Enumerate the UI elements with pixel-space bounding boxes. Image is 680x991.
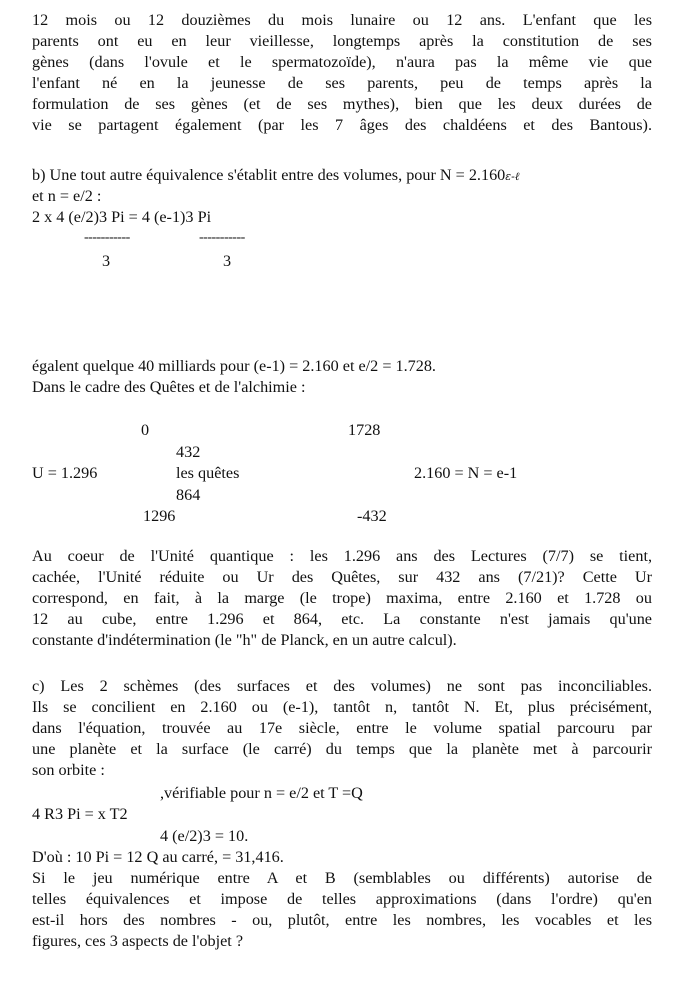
text-line: l'enfant né en la jeunesse de ses parents, peu de temps après la <box>32 74 652 92</box>
diagram-value-864: 864 <box>176 486 201 504</box>
text-line: vie se partagent également (par les 7 âges des chaldéens et des Bantous). <box>32 116 652 134</box>
diagram-value-1728: 1728 <box>348 421 381 439</box>
text-line: Si le jeu numérique entre A et B (semblables ou différents) autorise de <box>32 869 652 887</box>
diagram-label-quetes: les quêtes <box>176 464 240 482</box>
text-line: c) Les 2 schèmes (des surfaces et des volumes) ne sont pas inconciliables. <box>32 677 652 695</box>
dou-line: D'où : 10 Pi = 12 Q au carré, = 31,416. <box>32 848 284 866</box>
text-line: Ils se concilient en 2.160 ou (e-1), tantôt n, tantôt N. Et, plus précisément, <box>32 698 652 716</box>
text-line: telles équivalences et impose de telles approximations (dans l'ordre) qu'en <box>32 890 652 908</box>
text-line: Au coeur de l'Unité quantique : les 1.296 ans des Lectures (7/7) se tient, <box>32 547 652 565</box>
paragraph-intro <box>32 10 652 136</box>
section-b-line3: égalent quelque 40 milliards pour (e-1) = 2.160 et e/2 = 1.728. <box>32 357 436 375</box>
diagram-unit-u: U = 1.296 <box>32 464 98 482</box>
text-line: constante d'indétermination (le "h" de Planck, en un autre calcul). <box>32 631 457 649</box>
section-b-line2: et n = e/2 : <box>32 187 102 205</box>
kepler-formula: 4 R3 Pi = x T2 <box>32 805 128 823</box>
diagram-value-minus-432: -432 <box>357 507 387 525</box>
verifiable-line: ,vérifiable pour n = e/2 et T =Q <box>160 784 363 802</box>
text-line: parents ont eu en leur vieillesse, longtemps après la constitution de ses <box>32 32 652 50</box>
handwritten-scribble: ε-ℓ <box>505 170 520 183</box>
diagram-value-n: 2.160 = N = e-1 <box>414 464 518 482</box>
section-b-line1 <box>32 165 519 187</box>
volume-formula: 2 x 4 (e/2)3 Pi = 4 (e-1)3 Pi <box>32 208 212 226</box>
text-line: dans l'équation, trouvée au 17e siècle, entre le volume spatial parcouru par <box>32 719 652 737</box>
section-b-line4: Dans le cadre des Quêtes et de l'alchimie : <box>32 378 306 396</box>
denominator-left: 3 <box>102 252 111 270</box>
diagram-value-1296: 1296 <box>143 507 176 525</box>
text-line: 12 mois ou 12 douzièmes du mois lunaire ou 12 ans. L'enfant que les <box>32 11 652 29</box>
text-line: correspond, en fait, à la marge (le trope) maxima, entre 2.160 et 1.728 ou <box>32 589 652 607</box>
text-line: figures, ces 3 aspects de l'objet ? <box>32 932 244 950</box>
paragraph-schemes <box>32 676 652 781</box>
text-line: formulation de ses gènes (et de ses mythes), bien que les deux durées de <box>32 95 652 113</box>
calculation-line: 4 (e/2)3 = 10. <box>160 827 249 845</box>
paragraph-unite-quantique <box>32 546 652 651</box>
text-line: est-il hors des nombres - ou, plutôt, entre les nombres, les vocables et les <box>32 911 652 929</box>
text-line: son orbite : <box>32 761 105 779</box>
text-line: cachée, l'Unité réduite ou Ur des Quêtes, sur 432 ans (7/21)? Cette Ur <box>32 568 652 586</box>
paragraph-conclusion <box>32 868 652 952</box>
diagram-value-0: 0 <box>141 421 150 439</box>
text-line: 12 au cube, entre 1.296 et 864, etc. La constante n'est jamais qu'une <box>32 610 652 628</box>
diagram-value-432: 432 <box>176 443 201 461</box>
text-line: une planète et la surface (le carré) du temps que la planète met à parcourir <box>32 740 652 758</box>
fraction-bar-right: ----------- <box>199 230 245 245</box>
fraction-bar-left: ----------- <box>84 230 130 245</box>
text-line: b) Une tout autre équivalence s'établit entre des volumes, pour N = 2.160 <box>32 166 506 184</box>
text-line: gènes (dans l'ovule et le spermatozoïde), n'aura pas la même vie que <box>32 53 652 71</box>
denominator-right: 3 <box>223 252 232 270</box>
